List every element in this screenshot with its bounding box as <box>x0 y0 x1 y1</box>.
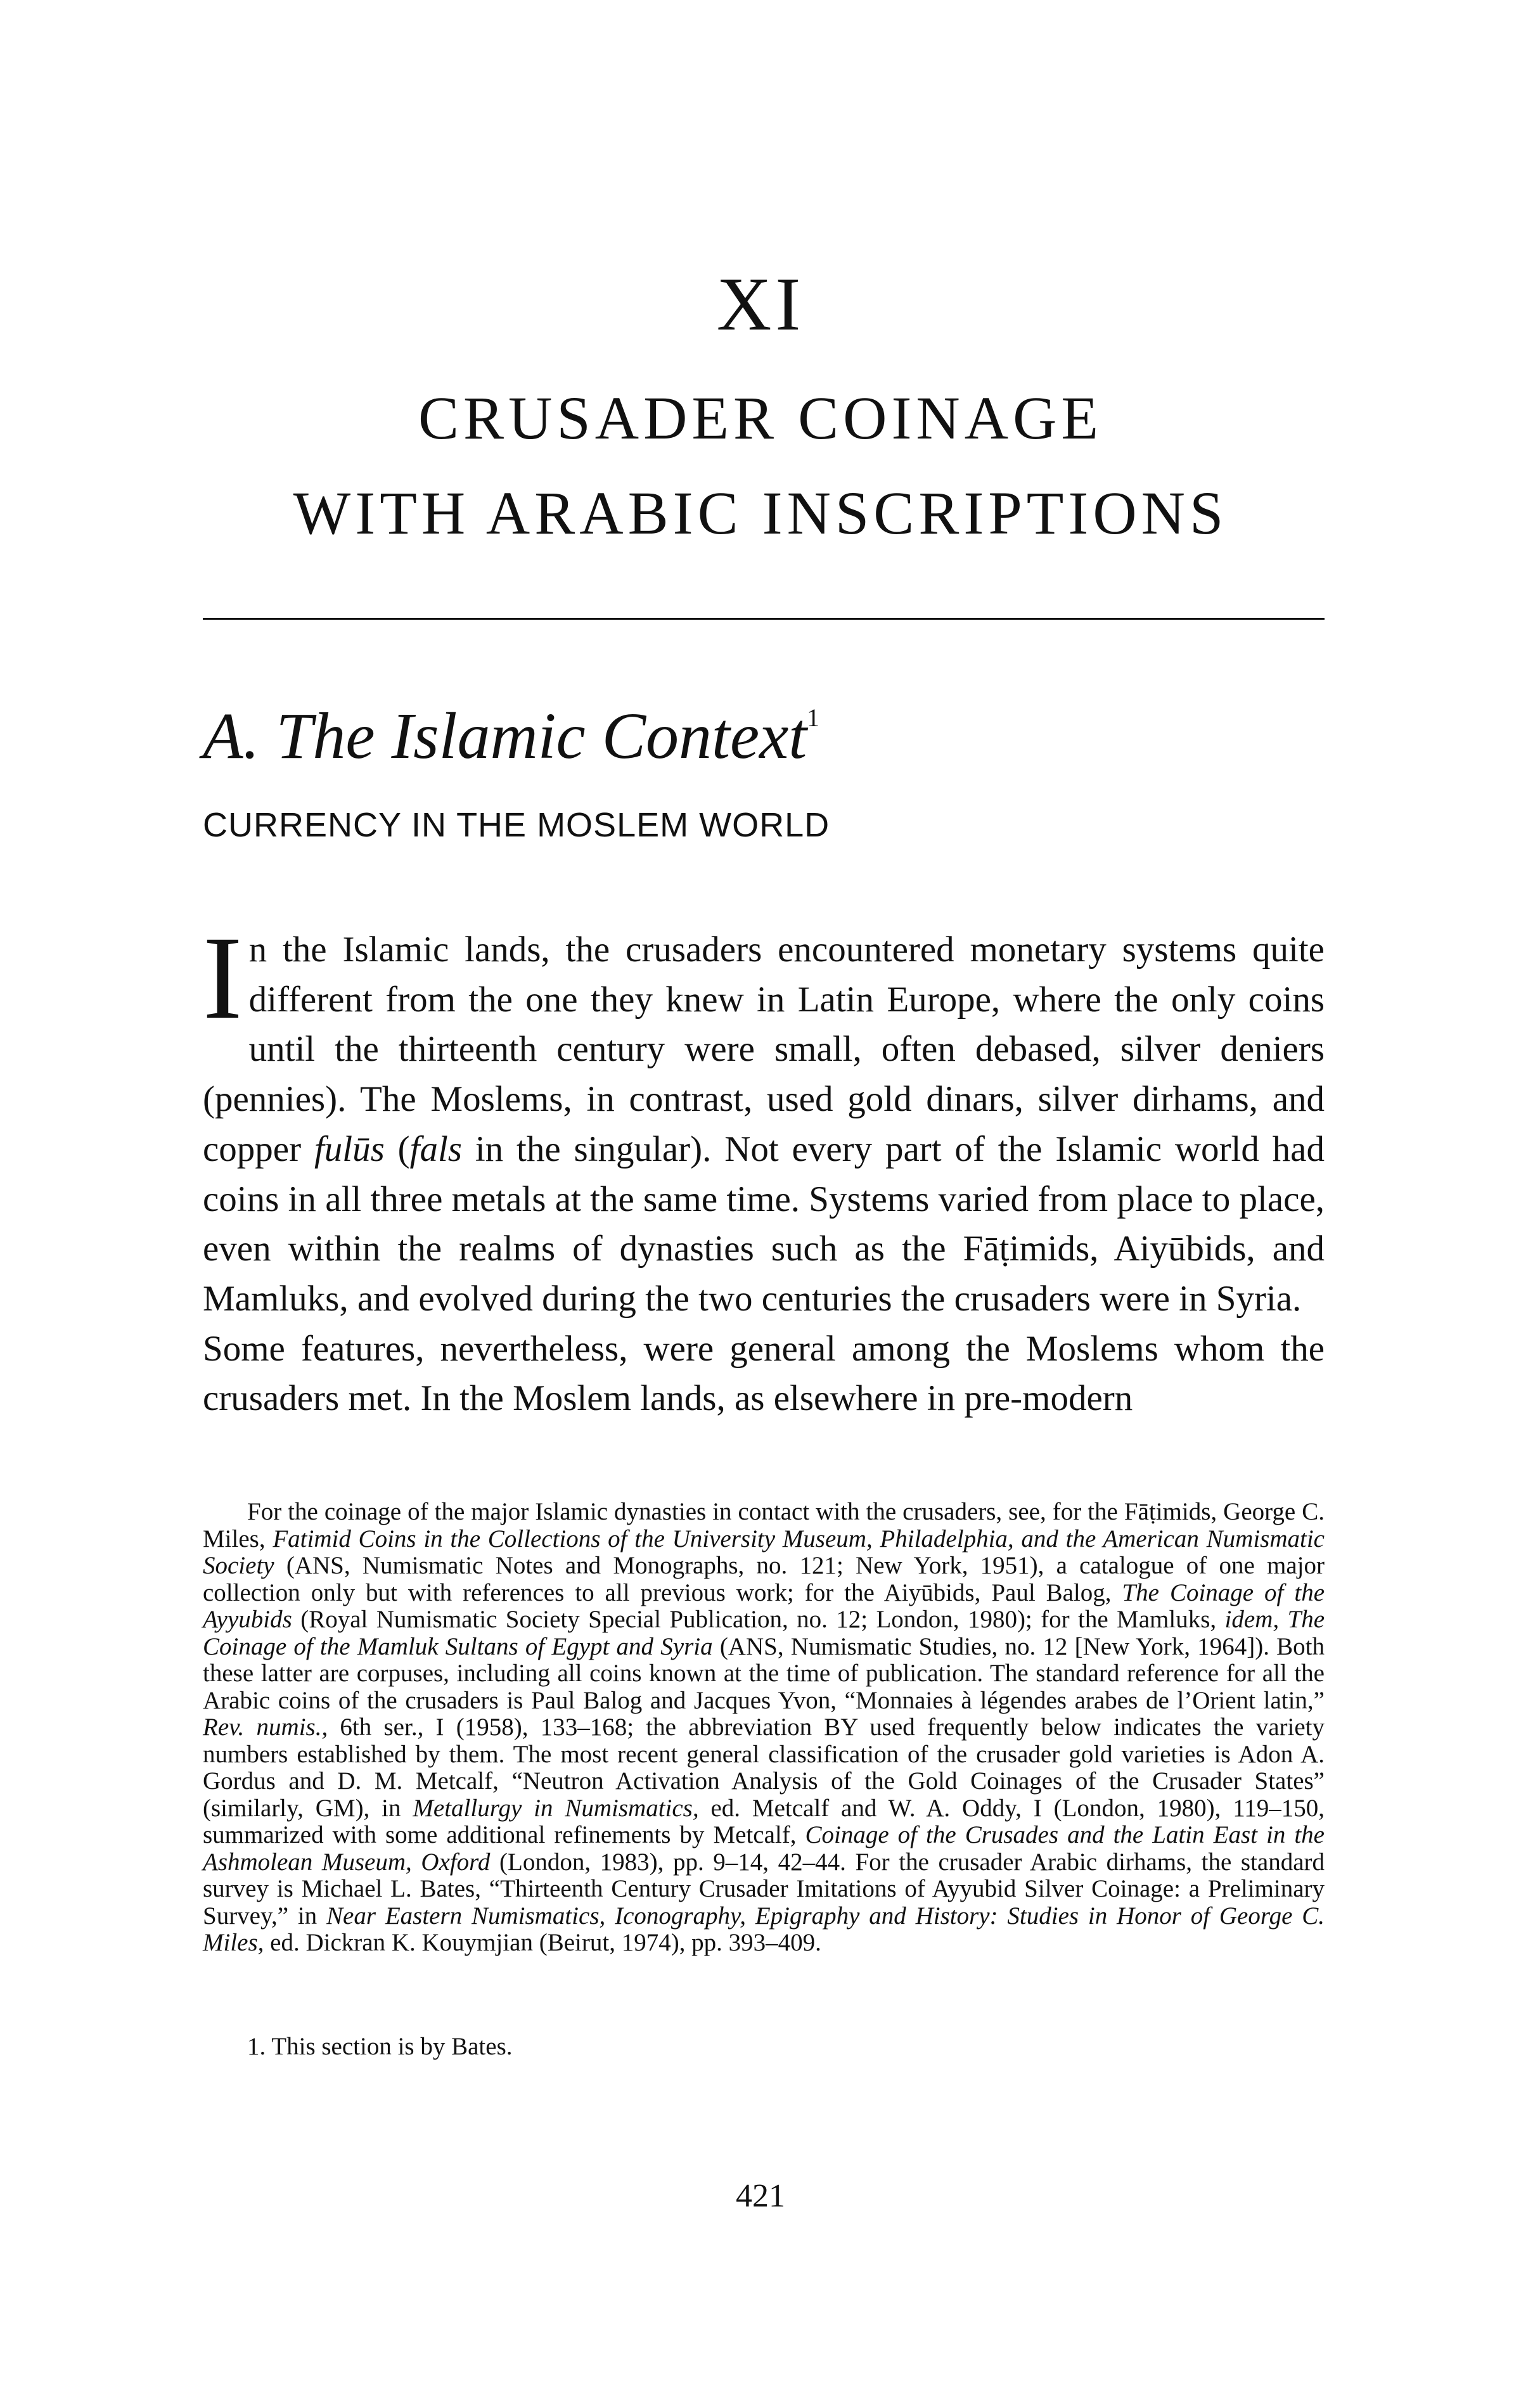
section-heading-text: A. The Islamic Context <box>203 700 807 772</box>
footnote-title-7: Near Eastern Numismatics, Iconography, Epigraphy and History: Studies in Honor of George C. Miles, <box>203 1902 1325 1956</box>
drop-cap: I <box>203 911 243 1044</box>
section-heading <box>203 700 819 772</box>
paragraph-1-text-mid: ( <box>384 1129 410 1169</box>
footnote-text-3: (Royal Numismatic Society Special Publication, no. 12; London, 1980); for the Mamluks, <box>292 1606 1225 1633</box>
footnote-title-1: Fatimid Coins in the Collections of the University Museum, Philadelphia, and the American Numismatic Society <box>203 1525 1325 1579</box>
page-number: 421 <box>736 2178 785 2214</box>
footnote-text-5: 6th ser., I (1958), 133–168; the abbreviation BY used frequently below indicates the variety numbers established by them. The most recent general classification of the crusader gold varieties is Adon A. Gordus and D. M. Metcalf, “Neutron Activation Analysis of the Gold Coinages of the Crusader States” (similarly, GM), in <box>203 1713 1325 1822</box>
paragraph-1-text: n the Islamic lands, the crusaders encountered monetary systems quite different from the one they knew in Latin Europe, where the only coins until the thirteenth century were small, often debased, silver deniers (pennies). The Moslems, in contrast, used gold dinars, silver dirhams, and copper <box>203 930 1325 1169</box>
body-text <box>203 911 1325 1424</box>
paragraph-1-text-end: in the singular). Not every part of the Islamic world had coins in all three metals at the same time. Systems varied from place to place, even within the realms of dynasties such as the Fāṭimids, Aiyūbids, and Mamluks, and evolved during the two centuries the crusaders were in Syria. <box>203 1129 1325 1319</box>
footnote-title-4: Rev. numis., <box>203 1713 328 1741</box>
paragraph-1 <box>203 911 1325 1324</box>
chapter-title-line-1: CRUSADER COINAGE <box>418 384 1103 452</box>
term-fulus: fulūs <box>314 1129 385 1169</box>
footnote-1: 1. This section is by Bates. <box>247 2033 513 2060</box>
footnote-text-2: (ANS, Numismatic Notes and Monographs, no. 121; New York, 1951), a catalogue of one major collection only but with references to all previous work; for the Aiyūbids, Paul Balog, <box>203 1552 1325 1606</box>
subsection-heading: CURRENCY IN THE MOSLEM WORLD <box>203 806 830 844</box>
footnote-text-8: ed. Dickran K. Kouymjian (Beirut, 1974), pp. 393–409. <box>264 1929 821 1956</box>
footnote-title-5: Metallurgy in Numismatics, <box>413 1794 699 1822</box>
footnote-title-6: Coinage of the Crusades and the Latin East in the Ashmolean Museum, Oxford <box>203 1821 1325 1876</box>
footnote-text-1: For the coinage of the major Islamic dynasties in contact with the crusaders, see, for the Fāṭimids, George C. Miles, <box>203 1498 1325 1553</box>
footnote-general <box>203 1499 1325 1957</box>
paragraph-2-text: Some features, nevertheless, were general among the Moslems whom the crusaders met. In the Moslem lands, as elsewhere in pre-modern <box>203 1328 1325 1419</box>
footnote-text-4: (ANS, Numismatic Studies, no. 12 [New York, 1964]). Both these latter are corpuses, including all coins known at the time of publication. The standard reference for all the Arabic coins of the crusaders is Paul Balog and Jacques Yvon, “Monnaies à légendes arabes de l’Orient latin,” <box>203 1632 1325 1714</box>
chapter-numeral: XI <box>716 262 805 346</box>
footnote-text-7: (London, 1983), pp. 9–14, 42–44. For the crusader Arabic dirhams, the standard survey is Michael L. Bates, “Thirteenth Century Crusader Imitations of Ayyubid Silver Coinage: a Preliminary Survey,” in <box>203 1848 1325 1930</box>
horizontal-rule <box>203 618 1325 620</box>
footnote-general-text <box>203 1499 1325 1957</box>
footnote-text-6: ed. Metcalf and W. A. Oddy, I (London, 1980), 119–150, summarized with some additional refinements by Metcalf, <box>203 1794 1325 1848</box>
footnote-marker: 1 <box>807 703 820 732</box>
footnote-title-2: The Coinage of the Ayyubids <box>203 1579 1325 1633</box>
footnote-title-3: idem, The Coinage of the Mamluk Sultans of Egypt and Syria <box>203 1606 1325 1660</box>
paragraph-2 <box>203 1324 1325 1424</box>
term-fals: fals <box>409 1129 462 1169</box>
chapter-title-line-2: WITH ARABIC INSCRIPTIONS <box>293 479 1228 547</box>
